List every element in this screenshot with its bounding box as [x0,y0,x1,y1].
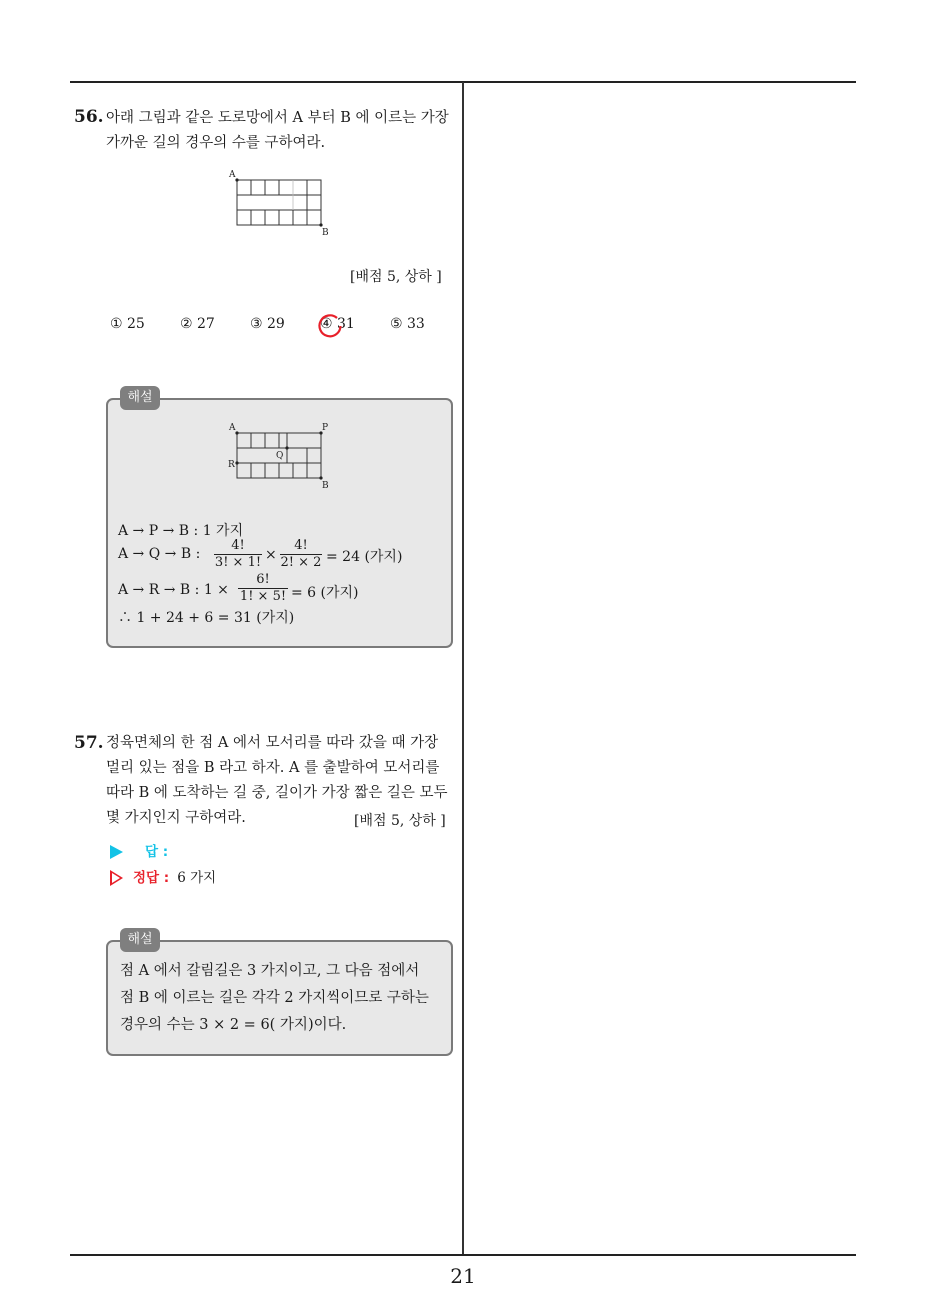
question-57-number: 57. [74,733,104,753]
figure-label-b: B [322,228,329,238]
times-sign: × [265,547,277,563]
choice-5[interactable]: ⑤ 33 [390,316,425,332]
fraction-numerator: 4! [294,538,308,553]
fraction-denominator: 2! × 2 [280,555,322,570]
fraction [280,538,322,571]
figure-label-r: R [228,460,235,470]
correct-answer-label: 정답 : [133,870,170,886]
question-56-number: 56. [74,107,104,127]
fraction [238,572,288,605]
figure-label-a: A [229,170,236,180]
question-56-text-line: 가까운 길의 경우의 수를 구하여라. [106,135,326,151]
question-56-text-line: 아래 그림과 같은 도로망에서 A 부터 B 에 이르는 가장 [106,110,449,126]
figure-label-q: Q [276,451,284,461]
correct-answer-row [110,866,216,886]
play-arrow-icon [110,845,123,859]
choice-1[interactable]: ① 25 [110,316,145,332]
road-network-figure [225,168,337,240]
figure-label-b: B [322,481,329,491]
explanation-56-line-3-result: = 6 (가지) [291,585,359,601]
explanation-56-line-2-result: = 24 (가지) [326,549,403,565]
figure-label-a: A [229,423,236,433]
answer-label: 답 : [145,844,169,860]
selected-answer-circle [317,313,343,339]
fraction [214,538,262,571]
question-57-text-line: 정육면체의 한 점 A 에서 모서리를 따라 갔을 때 가장 [106,735,439,751]
question-57-score: [배점 5, 상하 ] [354,813,446,829]
fraction-denominator: 3! × 1! [214,555,262,570]
explanation-57-line: 경우의 수는 3 × 2 = 6( 가지)이다. [120,1017,347,1033]
fraction-numerator: 6! [256,572,270,587]
figure-label-p: P [322,423,329,433]
explanation-56-line-4: ∴ 1 + 24 + 6 = 31 (가지) [118,610,295,626]
question-57-text-line: 멀리 있는 점을 B 라고 하자. A 를 출발하여 모서리를 [106,760,440,776]
column-divider [462,82,464,1255]
choice-2[interactable]: ② 27 [180,316,215,332]
question-57-text-line: 따라 B 에 도착하는 길 중, 길이가 가장 짧은 길은 모두 [106,785,448,801]
page-number: 21 [450,1264,476,1288]
question-57-text-line: 몇 가지인지 구하여라. [106,810,246,826]
fraction-numerator: 4! [231,538,245,553]
answer-input-row[interactable] [110,840,168,860]
footer-rule [70,1254,856,1256]
question-56-text [106,106,449,156]
choice-4[interactable]: ④ 31 [320,316,355,332]
explanation-56-line-3-prefix: A → R → B : 1 × [118,582,229,598]
fraction-denominator: 1! × 5! [239,589,287,604]
explanation-56-figure [225,420,340,492]
explanation-57-text [120,958,429,1039]
question-56-score: [배점 5, 상하 ] [350,269,442,285]
explanation-56-line-1: A → P → B : 1 가지 [118,523,244,539]
choice-3[interactable]: ③ 29 [250,316,285,332]
explanation-56-line-2-prefix: A → Q → B : [118,546,201,562]
explanation-56-tab: 해설 [120,386,160,410]
correct-answer-value: 6 가지 [177,870,217,886]
explanation-57-line: 점 B 에 이르는 길은 각각 2 가지씩이므로 구하는 [120,990,429,1006]
explanation-57-line: 점 A 에서 갈림길은 3 가지이고, 그 다음 점에서 [120,963,420,979]
explanation-57-tab: 해설 [120,928,160,952]
outline-arrow-icon [110,870,123,886]
